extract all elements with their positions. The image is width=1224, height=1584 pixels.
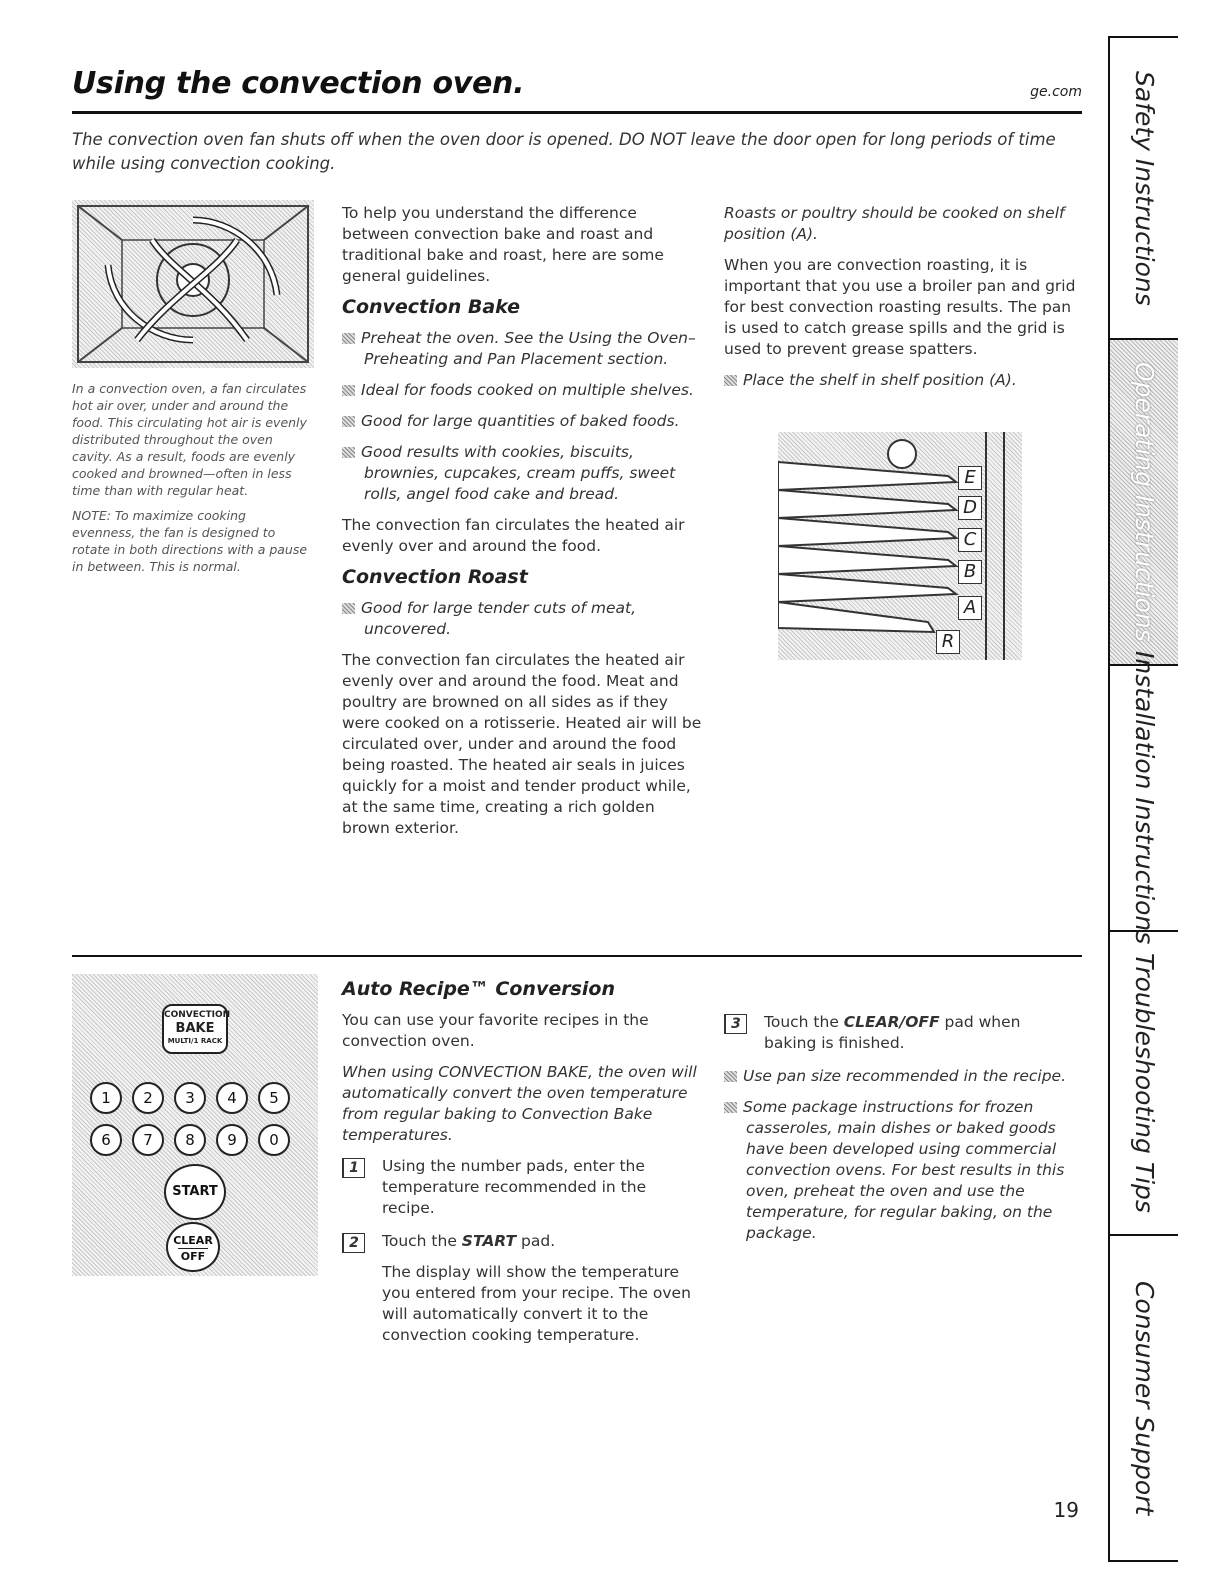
shelf-label-b: B <box>958 560 982 584</box>
shelf-positions-illustration <box>778 432 1022 660</box>
convection-bake-heading: Convection Bake <box>342 296 520 318</box>
step-number: 1 <box>342 1158 365 1178</box>
roast-bullet: Good for large tender cuts of meat, uncovered. <box>342 598 702 640</box>
auto-recipe-heading: Auto Recipe™ Conversion <box>342 978 615 1000</box>
bake-bullet: Good results with cookies, biscuits, brownies, cupcakes, cream puffs, sweet rolls, angel food cake and bread. <box>342 442 702 505</box>
bake-bullet: Preheat the oven. See the Using the Oven–Preheating and Pan Placement section. <box>342 328 702 370</box>
clear-off-key[interactable]: CLEAR OFF <box>166 1222 220 1272</box>
digit-key[interactable]: 2 <box>132 1082 164 1114</box>
shelf-label-r: R <box>936 630 960 654</box>
tip-bullet: Some package instructions for frozen casseroles, main dishes or baked goods have been developed using commercial convection ovens. For best results in this oven, preheat the oven and use the temperature, for regular baking, on the package. <box>724 1097 1076 1244</box>
header-rule <box>72 111 1082 114</box>
roasts-note: Roasts or poultry should be cooked on shelf position (A). <box>724 204 1065 243</box>
oven-shelves-icon <box>778 432 1022 660</box>
step-2: 2 Touch the START pad. The display will show the temperature you entered from your recipe. The oven will automatically convert it to the convection cooking temperature. <box>342 1231 702 1346</box>
roasting-column <box>724 203 1086 401</box>
step-number: 3 <box>724 1014 747 1034</box>
convection-guidelines-column <box>342 203 702 849</box>
digit-key[interactable]: 4 <box>216 1082 248 1114</box>
bullet-icon <box>342 385 355 396</box>
fan-note-text: NOTE: To maximize cooking evenness, the fan is designed to rotate in both directions with a pause in between. This is normal. <box>72 508 308 574</box>
website-label: ge.com <box>1030 84 1082 100</box>
clear-off-key-ref: CLEAR/OFF <box>843 1013 940 1031</box>
bullet-icon <box>342 416 355 427</box>
convection-roast-heading: Convection Roast <box>342 566 528 588</box>
tab-troubleshooting-tips[interactable]: Troubleshooting Tips <box>1110 932 1178 1236</box>
shelf-bullet: Place the shelf in shelf position (A). <box>724 370 1086 391</box>
auto-recipe-column <box>342 973 702 1358</box>
start-key[interactable]: START <box>164 1164 226 1220</box>
auto-recipe-note: When using CONVECTION BAKE, the oven will automatically convert the oven temperature from regular baking to Convection Bake temperatures. <box>342 1063 697 1144</box>
digit-key[interactable]: 9 <box>216 1124 248 1156</box>
auto-recipe-tips-column <box>724 1012 1076 1254</box>
fan-airflow-icon <box>72 200 314 368</box>
step-1 <box>342 1156 702 1219</box>
convection-fan-illustration <box>72 200 314 368</box>
fan-caption <box>72 380 312 583</box>
page-number: 19 <box>1053 1498 1079 1522</box>
digit-key[interactable]: 1 <box>90 1082 122 1114</box>
start-key-ref: START <box>461 1232 517 1250</box>
bullet-icon <box>724 1071 737 1082</box>
step-1-text: Using the number pads, enter the temperature recommended in the recipe. <box>382 1157 647 1217</box>
step-number: 2 <box>342 1233 365 1253</box>
bullet-icon <box>342 333 355 344</box>
shelf-label-e: E <box>958 466 982 490</box>
bullet-icon <box>342 603 355 614</box>
auto-recipe-intro: You can use your favorite recipes in the convection oven. <box>342 1011 649 1050</box>
roast-description: The convection fan circulates the heated air evenly over and around the food. Meat and poultry are browned on all sides as if they were cooked on a rotisserie. Heated air will be circulated over, under and around the food being roasted. The heated air seals in juices quickly for a moist and tender product while, at the same time, creating a rich golden brown exterior. <box>342 651 702 837</box>
digit-key[interactable]: 5 <box>258 1082 290 1114</box>
digit-key[interactable]: 3 <box>174 1082 206 1114</box>
tab-consumer-support[interactable]: Consumer Support <box>1129 1280 1159 1516</box>
page-title: Using the convection oven. <box>72 66 525 101</box>
bullet-icon <box>724 1102 737 1113</box>
digit-key[interactable]: 0 <box>258 1124 290 1156</box>
digit-key[interactable]: 7 <box>132 1124 164 1156</box>
section-tabs <box>1108 36 1178 1562</box>
intro-warning: The convection oven fan shuts off when the oven door is opened. DO NOT leave the door open for long periods of time while using convection cooking. <box>72 130 1056 173</box>
tab-operating-instructions[interactable]: Operating Instructions <box>1110 340 1178 666</box>
tab-installation-instructions[interactable]: Installation Instructions <box>1110 666 1178 932</box>
digit-key[interactable]: 6 <box>90 1124 122 1156</box>
tab-safety-instructions[interactable]: Safety Instructions <box>1110 38 1178 340</box>
control-panel-illustration <box>72 974 318 1276</box>
bake-description: The convection fan circulates the heated air evenly over and around the food. <box>342 516 685 555</box>
shelf-label-d: D <box>958 496 982 520</box>
step-2-detail: The display will show the temperature you entered from your recipe. The oven will automatically convert it to the convection cooking temperature. <box>382 1263 691 1344</box>
step-3: 3 Touch the CLEAR/OFF pad when baking is finished. <box>724 1012 1076 1054</box>
roasting-description: When you are convection roasting, it is important that you use a broiler pan and grid for best convection roasting results. The pan is used to catch grease spills and the grid is used to prevent grease spatters. <box>724 256 1076 358</box>
convection-bake-key[interactable]: CONVECTION BAKE MULTI/1 RACK <box>162 1004 228 1054</box>
bake-bullet: Good for large quantities of baked foods. <box>342 411 702 432</box>
shelf-label-a: A <box>958 596 982 620</box>
shelf-label-c: C <box>958 528 982 552</box>
bullet-icon <box>724 375 737 386</box>
bullet-icon <box>342 447 355 458</box>
guidelines-intro: To help you understand the difference between convection bake and roast and traditional bake and roast, here are some general guidelines. <box>342 204 664 285</box>
fan-caption-text: In a convection oven, a fan circulates hot air over, under and around the food. This circulating hot air is evenly distributed throughout the oven cavity. As a result, foods are evenly cooked and browned—often in less time than with regular heat. <box>72 381 307 498</box>
bake-bullet: Ideal for foods cooked on multiple shelves. <box>342 380 702 401</box>
section-rule <box>72 955 1082 957</box>
digit-key[interactable]: 8 <box>174 1124 206 1156</box>
tip-bullet: Use pan size recommended in the recipe. <box>724 1066 1076 1087</box>
